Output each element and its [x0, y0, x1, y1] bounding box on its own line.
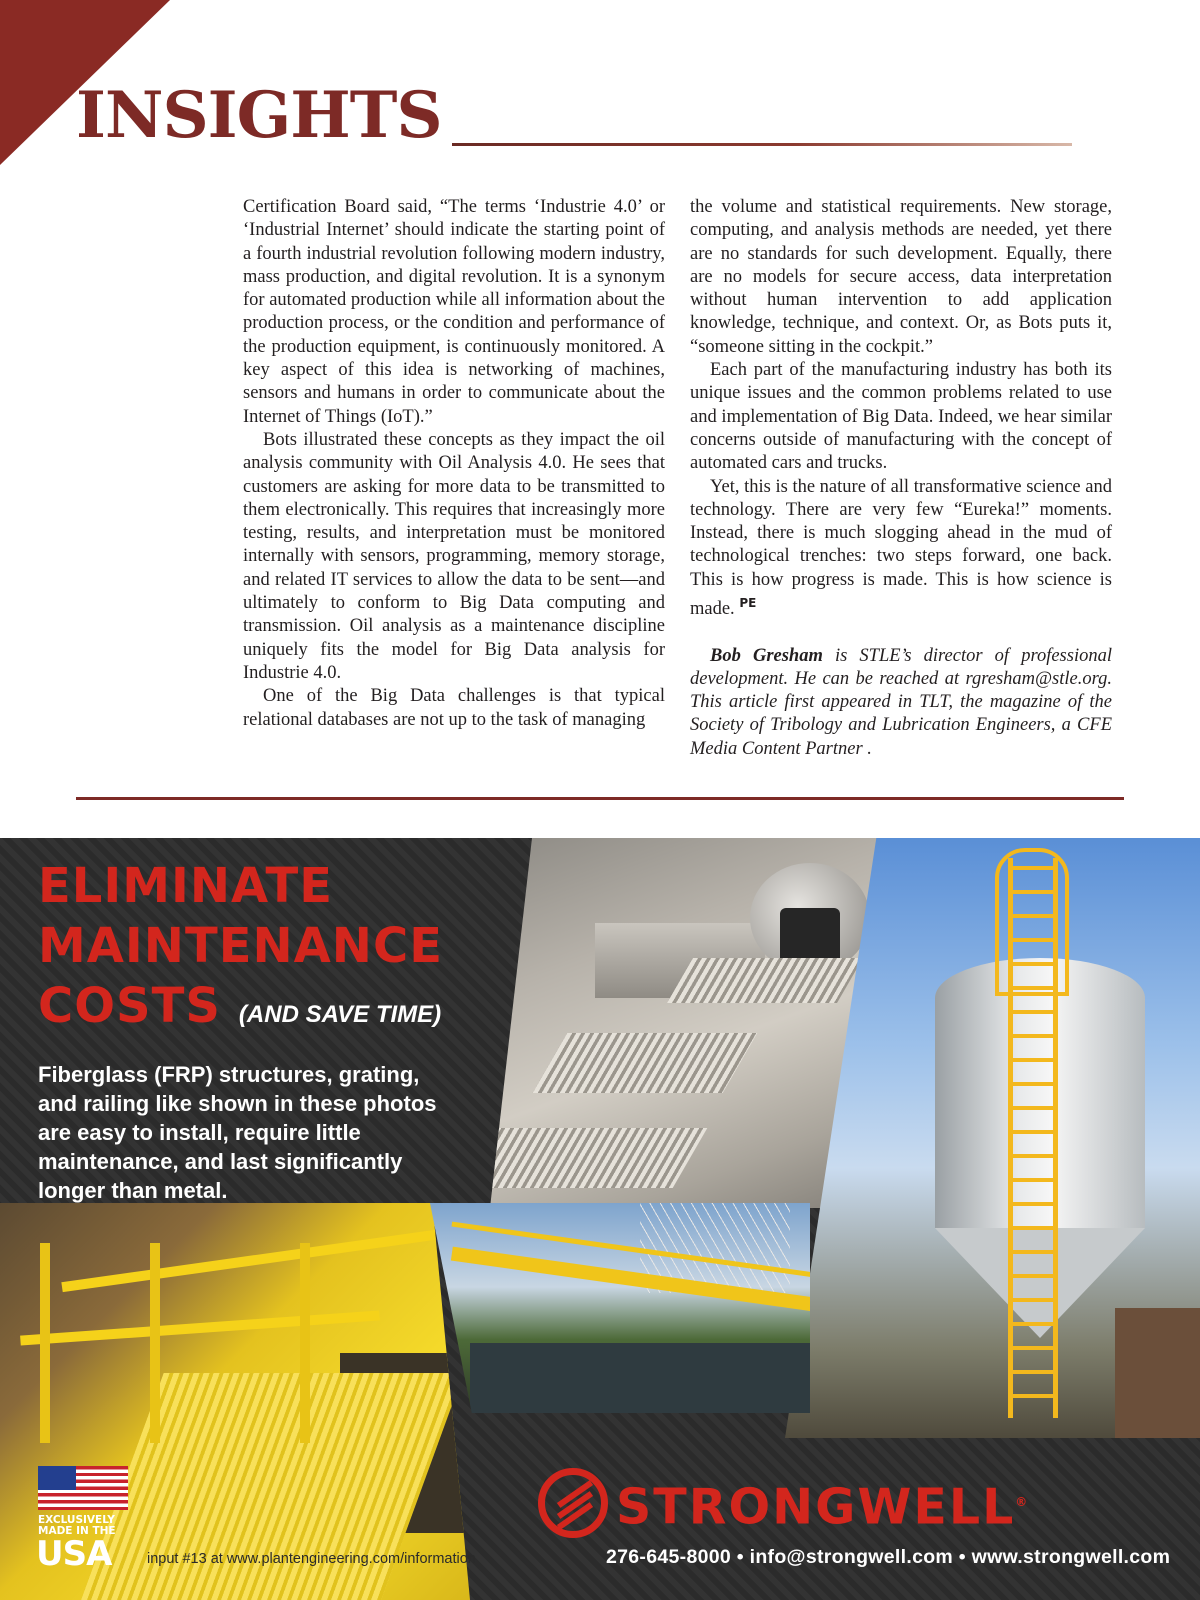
badge-country: USA	[36, 1534, 112, 1574]
strongwell-logo	[538, 1468, 1078, 1538]
paragraph: the volume and statistical requirements. New storage, computing, and analysis methods are needed, yet there are no standards for such development. Equally, there are no models for secure access, data interpretation without human intervention to add application knowledge, technique, and context. Or, as Bots puts it, “someone sitting in the cockpit.”	[690, 197, 1112, 357]
headline-line	[38, 976, 443, 1045]
article-bottom-rule	[76, 797, 1124, 800]
ad-body-text: Fiberglass (FRP) structures, grating, and railing like shown in these photos are easy to install, require little maintenance, and last significantly longer than metal.	[38, 1062, 437, 1203]
paragraph	[690, 476, 1112, 622]
paragraph-text: Yet, this is the nature of all transformative science and technology. There are very few “Eureka!” moments. Instead, there is much slogging ahead in the mud of technological trenches: two steps forward, one back. This is how progress is made. This is how science is made.	[690, 476, 1112, 620]
headline-line: MAINTENANCE	[38, 918, 443, 974]
ad-headline	[38, 856, 443, 1045]
registered-mark: ®	[1015, 1495, 1030, 1509]
paragraph: Bots illustrated these concepts as they impact the oil analysis community with Oil Analysis 4.0. He sees that customers are asking for more data to be transmitted to them electronically. This requires that increasingly more testing, results, and interpretation must be monitored internally with sensors, programming, memory storage, and related IT services to allow the data to be sent—and ultimately to conform to Big Data computing and transmission. Oil analysis as a maintenance discipline uniquely fits the model for Big Data analysis for Industrie 4.0.	[243, 429, 665, 683]
brand-text: STRONGWELL	[616, 1478, 1016, 1536]
badge-line: MADE IN THE	[38, 1525, 116, 1537]
end-mark-icon: PE	[739, 596, 757, 611]
strongwell-mark-icon	[538, 1468, 608, 1538]
article-column-2	[690, 196, 1112, 761]
title-rule	[452, 143, 1072, 146]
headline-sub: (AND SAVE TIME)	[238, 1001, 442, 1028]
author-name: Bob Gresham	[710, 645, 823, 666]
strongwell-advertisement[interactable]	[0, 838, 1200, 1600]
paragraph: Each part of the manufacturing industry has both its unique issues and the common problems related to use and implementation of Big Data. Indeed, we hear similar concerns outside of manufacturing with the concept of automated cars and trucks.	[690, 360, 1112, 474]
author-bio-text: is STLE’s director of professional development. He can be reached at rgresham@stle.org. This article first appeared in TLT, the magazine of the Society of Tribology and Lubrication Engineers, a CFE Media Content Partner .	[690, 645, 1112, 759]
paragraph: One of the Big Data challenges is that typical relational databases are not up to the task of managing	[243, 686, 665, 730]
brand-name	[616, 1472, 1029, 1537]
bridge-walkway-photo	[430, 1203, 810, 1413]
section-title: INSIGHTS	[76, 78, 442, 153]
article-column-1	[243, 196, 665, 732]
badge-line: EXCLUSIVELY	[38, 1514, 115, 1526]
reader-input-link[interactable]: input #13 at www.plantengineering.com/information	[147, 1551, 476, 1567]
paragraph: Certification Board said, “The terms ‘Industrie 4.0’ or ‘Industrial Internet’ should indicate the starting point of a fourth industrial revolution following modern industry, mass production, and digital revolution. It is a synonym for automated production while all information about the production process, or the condition and performance of the production equipment, is continuously monitored. A key aspect of this idea is networking of machines, sensors and humans in order to communicate about the Internet of Things (IoT).”	[243, 197, 665, 427]
us-flag-icon	[38, 1466, 128, 1510]
headline-word: COSTS	[38, 978, 221, 1034]
contact-info[interactable]: 276-645-8000 • info@strongwell.com • www.strongwell.com	[606, 1546, 1171, 1568]
headline-line: ELIMINATE	[38, 858, 333, 914]
author-bio	[690, 645, 1112, 761]
